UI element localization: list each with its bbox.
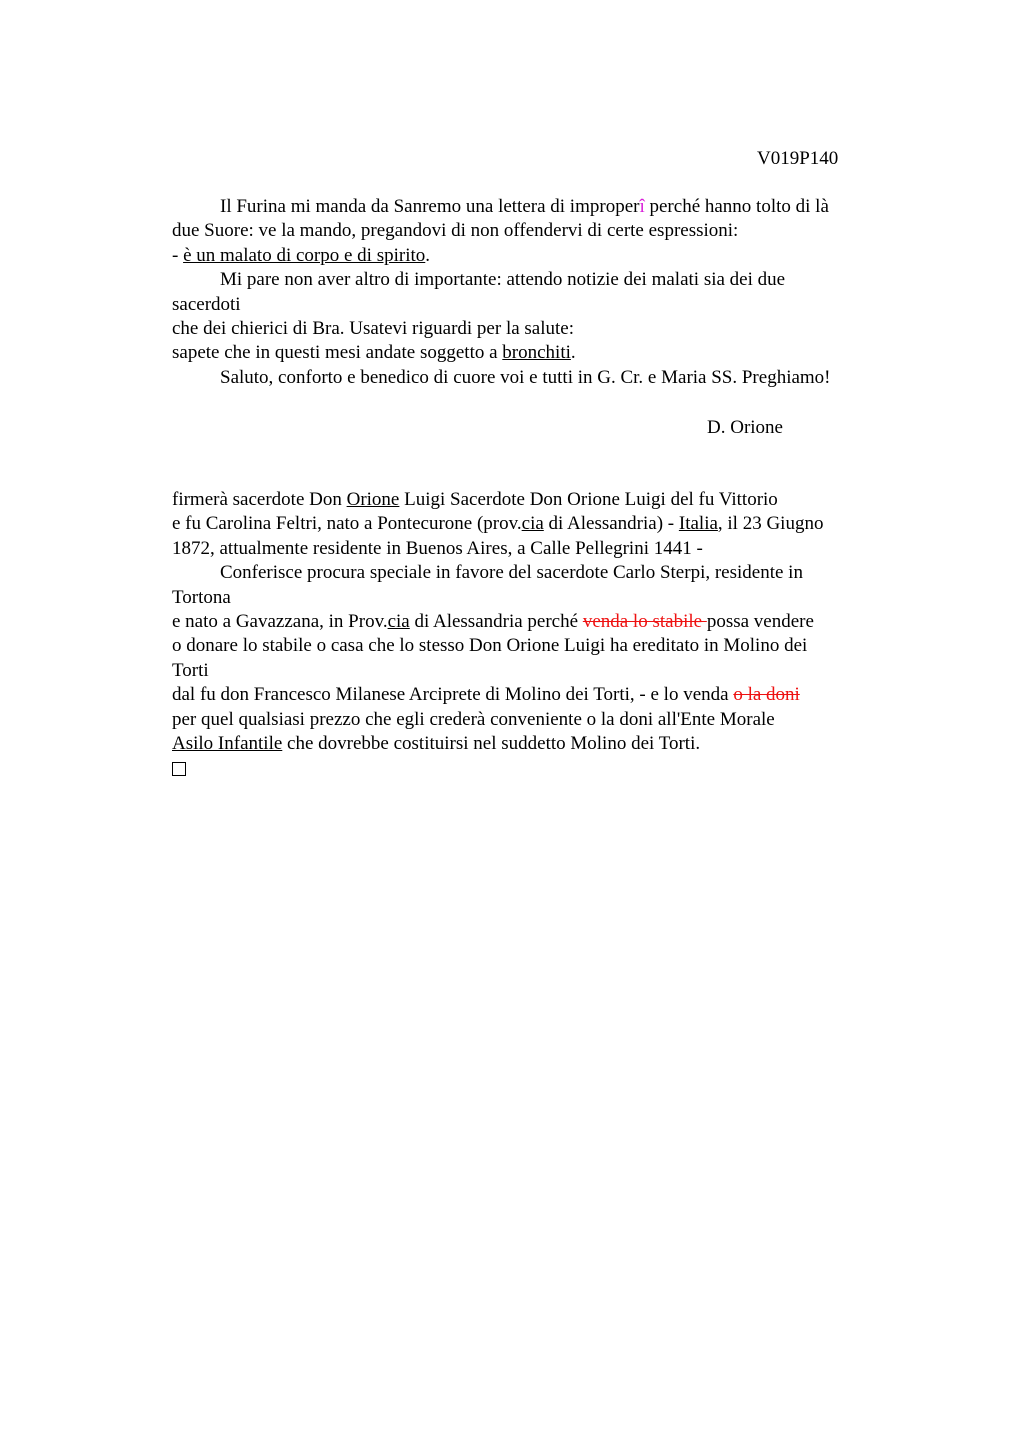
- underlined-country: Italia: [678, 513, 718, 535]
- letter-line-8: Saluto, conforto e benedico di cuore voi e tutti in G. Cr. e Maria SS. Preghiamo!: [220, 366, 831, 388]
- text-span: di Alessandria perché: [409, 610, 583, 632]
- procura-line-5: Tortona: [172, 586, 231, 608]
- procura-line-2: [172, 512, 912, 536]
- text-span: perché hanno tolto di là: [644, 196, 829, 217]
- procura-line-12: [172, 756, 912, 780]
- underlined-quote: è un malato di corpo e di spirito: [183, 244, 426, 266]
- text-span: dal fu don Francesco Milanese Arciprete di Molino dei Torti, - e lo venda: [172, 684, 734, 706]
- text-span: e fu Carolina Feltri, nato a Pontecurone (prov.: [172, 513, 522, 535]
- letter-line-6: che dei chierici di Bra. Usatevi riguardi per la salute:: [172, 317, 575, 339]
- underlined-abbrev: cia: [387, 610, 410, 632]
- text-span: possa vendere: [706, 610, 814, 632]
- letter-line-5: sacerdoti: [172, 293, 241, 315]
- text-span: .: [425, 244, 431, 266]
- text-span: Il Furina mi manda da Sanremo una lettera di improper: [220, 196, 640, 217]
- procura-line-8: Torti: [172, 659, 209, 681]
- letter-line-2: due Suore: ve la mando, pregandovi di non offendervi di certe espressioni:: [172, 220, 739, 242]
- text-span: , il 23 Giugno: [717, 513, 824, 535]
- procura-line-3: 1872, attualmente residente in Buenos Aires, a Calle Pellegrini 1441 -: [172, 537, 703, 559]
- text-span: .: [570, 342, 576, 364]
- text-span: firmerà sacerdote Don: [172, 489, 347, 510]
- procura-line-1: [172, 488, 912, 512]
- underlined-name: Orione: [346, 489, 400, 510]
- struck-text: o la doni: [733, 684, 800, 706]
- text-span: Luigi Sacerdote Don Orione Luigi del fu Vittorio: [399, 489, 778, 510]
- highlighted-accent: î: [639, 196, 645, 217]
- procura-body: [172, 488, 912, 781]
- text-span: di Alessandria) -: [543, 513, 679, 535]
- page-reference: V019P140: [757, 148, 839, 169]
- end-box-icon: [172, 762, 186, 776]
- letter-line-1: [172, 195, 912, 219]
- procura-line-7: o donare lo stabile o casa che lo stesso Don Orione Luigi ha ereditato in Molino dei: [172, 635, 808, 657]
- text-span: sapete che in questi mesi andate soggetto a: [172, 342, 503, 364]
- underlined-abbrev: cia: [521, 513, 544, 535]
- underlined-word: bronchiti: [502, 342, 571, 364]
- letter-line-4: Mi pare non aver altro di importante: attendo notizie dei malati sia dei due: [220, 269, 786, 291]
- procura-line-9: [172, 683, 912, 707]
- letter-body: [172, 195, 912, 390]
- text-span: e nato a Gavazzana, in Prov.: [172, 610, 388, 632]
- letter-line-7: [172, 341, 912, 365]
- letter-line-3: [172, 244, 912, 268]
- underlined-entity: Asilo Infantile: [172, 732, 283, 754]
- struck-text: venda lo stabile: [582, 610, 707, 632]
- text-span: -: [172, 244, 184, 266]
- procura-line-10: per quel qualsiasi prezzo che egli crederà conveniente o la doni all'Ente Morale: [172, 708, 775, 730]
- text-span: che dovrebbe costituirsi nel suddetto Molino dei Torti.: [282, 732, 701, 754]
- procura-line-6: [172, 610, 912, 634]
- procura-line-4: Conferisce procura speciale in favore del sacerdote Carlo Sterpi, residente in: [220, 562, 803, 584]
- procura-line-11: [172, 732, 912, 756]
- signature: D. Orione: [707, 417, 783, 438]
